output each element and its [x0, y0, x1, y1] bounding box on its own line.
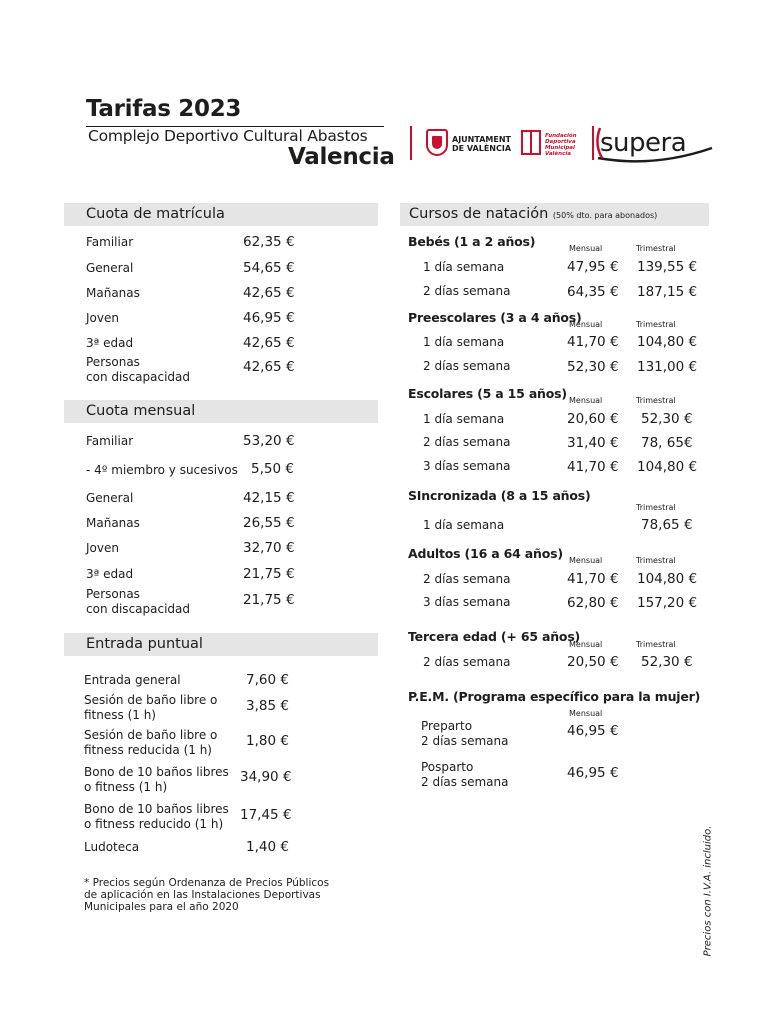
tercera-label-1: 2 días semana — [423, 655, 511, 669]
bebes-mensual-1: 47,95 € — [567, 259, 619, 275]
escolares-label-3: 3 días semana — [423, 459, 511, 473]
matricula-label-joven: Joven — [86, 311, 119, 325]
fdm-line2: Deportiva — [545, 139, 576, 145]
course-title-sincronizada: SIncronizada (8 a 15 años) — [408, 488, 591, 503]
puntual-label-bono-l2: o fitness (1 h) — [84, 780, 168, 794]
ajuntament-line2: DE VALÈNCIA — [452, 144, 512, 153]
col-header-mensual: Mensual — [569, 320, 603, 329]
col-header-trimestral: Trimestral — [636, 556, 676, 565]
puntual-label-sesion — [84, 693, 217, 723]
preescolares-mensual-2: 52,30 € — [567, 359, 619, 375]
puntual-label-bono-l1: Bono de 10 baños libres — [84, 765, 229, 779]
matricula-value-general: 54,65 € — [243, 260, 295, 276]
vat-note — [702, 825, 714, 957]
footnote — [84, 877, 329, 913]
course-title-escolares: Escolares (5 a 15 años) — [408, 386, 567, 401]
ajuntament-shield-icon — [426, 129, 448, 156]
preescolares-label-1: 1 día semana — [423, 335, 505, 349]
pem-label-posparto — [421, 760, 508, 790]
matricula-value-familiar: 62,35 € — [243, 234, 295, 250]
preescolares-label-2: 2 días semana — [423, 359, 511, 373]
escolares-mensual-3: 41,70 € — [567, 459, 619, 475]
puntual-value-general: 7,60 € — [246, 672, 289, 688]
mensual-value-familiar: 53,20 € — [243, 433, 295, 449]
fdm-line3: Municipal — [545, 145, 575, 151]
puntual-label-bono-reducido-l2: o fitness reducido (1 h) — [84, 817, 224, 831]
puntual-label-bono-reducido-l1: Bono de 10 baños libres — [84, 802, 229, 816]
mensual-label-discapacidad-l1: Personas — [86, 587, 140, 601]
puntual-label-general: Entrada general — [84, 673, 181, 687]
col-header-mensual: Mensual — [569, 556, 603, 565]
logo-divider — [410, 126, 412, 160]
mensual-label-familiar: Familiar — [86, 434, 134, 448]
city-name: Valencia — [288, 144, 395, 170]
escolares-trimestral-2: 78, 65€ — [641, 435, 693, 451]
fdm-line4: València — [545, 151, 571, 157]
bebes-label-1: 1 día semana — [423, 260, 505, 274]
natacion-title: Cursos de natación — [409, 206, 549, 222]
mensual-label-general: General — [86, 491, 134, 505]
fdm-line1: Fundación — [545, 133, 577, 139]
adultos-mensual-2: 62,80 € — [567, 595, 619, 611]
puntual-label-ludoteca: Ludoteca — [84, 840, 140, 854]
course-title-adultos: Adultos (16 a 64 años) — [408, 546, 563, 561]
escolares-label-2: 2 días semana — [423, 435, 511, 449]
mensual-label-joven: Joven — [86, 541, 119, 555]
col-header-trimestral: Trimestral — [636, 244, 676, 253]
bebes-trimestral-1: 139,55 € — [637, 259, 698, 275]
matricula-value-discapacidad: 42,65 € — [243, 359, 295, 375]
col-header-trimestral: Trimestral — [636, 503, 676, 512]
pem-label-preparto-l1: Preparto — [421, 719, 473, 733]
footnote-line2: de aplicación en las Instalaciones Deportivas — [84, 889, 321, 901]
puntual-value-sesion-reducida: 1,80 € — [246, 733, 289, 749]
bebes-trimestral-2: 187,15 € — [637, 284, 698, 300]
section-title-natacion — [409, 206, 657, 222]
mensual-value-general: 42,15 € — [243, 490, 295, 506]
col-header-mensual: Mensual — [569, 709, 603, 718]
adultos-label-1: 2 días semana — [423, 572, 511, 586]
mensual-value-discapacidad: 21,75 € — [243, 592, 295, 608]
puntual-label-bono — [84, 765, 229, 795]
adultos-mensual-1: 41,70 € — [567, 571, 619, 587]
vat-note-text: Precios con I.V.A. incluido. — [702, 825, 714, 957]
section-title-matricula: Cuota de matrícula — [86, 206, 225, 222]
ajuntament-line1: AJUNTAMENT — [452, 135, 511, 144]
matricula-label-discapacidad-l2: con discapacidad — [86, 370, 191, 384]
fdm-logo — [545, 133, 577, 157]
matricula-label-3edad: 3ª edad — [86, 336, 134, 350]
matricula-value-mananas: 42,65 € — [243, 285, 295, 301]
adultos-label-2: 3 días semana — [423, 595, 511, 609]
adultos-trimestral-1: 104,80 € — [637, 571, 698, 587]
puntual-label-sesion-l1: Sesión de baño libre o — [84, 693, 218, 707]
course-title-bebes: Bebés (1 a 2 años) — [408, 234, 536, 249]
bebes-mensual-2: 64,35 € — [567, 284, 619, 300]
natacion-note: (50% dto. para abonados) — [552, 211, 658, 220]
puntual-value-bono: 34,90 € — [240, 769, 292, 785]
page-title: Tarifas 2023 — [86, 96, 242, 122]
ajuntament-logo — [452, 135, 511, 153]
course-title-preescolares: Preescolares (3 a 4 años) — [408, 310, 582, 325]
sincronizada-label-1: 1 día semana — [423, 518, 505, 532]
mensual-label-discapacidad-l2: con discapacidad — [86, 602, 191, 616]
logos-bar — [408, 124, 718, 164]
puntual-label-sesion-reducida-l2: fitness reducida (1 h) — [84, 743, 212, 757]
escolares-mensual-1: 20,60 € — [567, 411, 619, 427]
mensual-value-joven: 32,70 € — [243, 540, 295, 556]
page-subtitle: Complejo Deportivo Cultural Abastos — [88, 127, 368, 145]
mensual-label-discapacidad — [86, 587, 190, 617]
matricula-label-discapacidad — [86, 355, 190, 385]
fdm-logo-icon — [521, 130, 541, 155]
sincronizada-trimestral-1: 78,65 € — [641, 517, 693, 533]
mensual-value-4miembro: 5,50 € — [251, 461, 294, 477]
col-header-trimestral: Trimestral — [636, 320, 676, 329]
footnote-line1: * Precios según Ordenanza de Precios Públicos — [84, 877, 330, 889]
escolares-mensual-2: 31,40 € — [567, 435, 619, 451]
supera-swoosh-icon — [594, 124, 718, 164]
footnote-line3: Municipales para el año 2020 — [84, 901, 239, 913]
col-header-mensual: Mensual — [569, 640, 603, 649]
pem-label-preparto — [421, 719, 508, 749]
col-header-trimestral: Trimestral — [636, 640, 676, 649]
preescolares-trimestral-1: 104,80 € — [637, 334, 698, 350]
pem-label-posparto-l2: 2 días semana — [421, 775, 509, 789]
preescolares-mensual-1: 41,70 € — [567, 334, 619, 350]
puntual-label-bono-reducido — [84, 802, 229, 832]
tercera-mensual-1: 20,50 € — [567, 654, 619, 670]
puntual-value-ludoteca: 1,40 € — [246, 839, 289, 855]
section-title-puntual: Entrada puntual — [86, 636, 203, 652]
matricula-value-joven: 46,95 € — [243, 310, 295, 326]
puntual-label-sesion-reducida-l1: Sesión de baño libre o — [84, 728, 218, 742]
tercera-trimestral-1: 52,30 € — [641, 654, 693, 670]
matricula-label-mananas: Mañanas — [86, 286, 140, 300]
pem-label-preparto-l2: 2 días semana — [421, 734, 509, 748]
section-title-mensual: Cuota mensual — [86, 403, 196, 419]
pem-mensual-preparto: 46,95 € — [567, 723, 619, 739]
matricula-label-discapacidad-l1: Personas — [86, 355, 140, 369]
escolares-trimestral-1: 52,30 € — [641, 411, 693, 427]
course-title-pem: P.E.M. (Programa específico para la mujer) — [408, 689, 701, 704]
matricula-label-general: General — [86, 261, 134, 275]
pem-mensual-posparto: 46,95 € — [567, 765, 619, 781]
course-title-tercera: Tercera edad (+ 65 años) — [408, 629, 581, 644]
supera-logo: supera — [600, 128, 687, 158]
preescolares-trimestral-2: 131,00 € — [637, 359, 698, 375]
matricula-value-3edad: 42,65 € — [243, 335, 295, 351]
col-header-mensual: Mensual — [569, 396, 603, 405]
pem-label-posparto-l1: Posparto — [421, 760, 474, 774]
adultos-trimestral-2: 157,20 € — [637, 595, 698, 611]
mensual-label-mananas: Mañanas — [86, 516, 140, 530]
mensual-value-3edad: 21,75 € — [243, 566, 295, 582]
matricula-label-familiar: Familiar — [86, 235, 134, 249]
puntual-label-sesion-l2: fitness (1 h) — [84, 708, 156, 722]
puntual-value-sesion: 3,85 € — [246, 698, 289, 714]
puntual-value-bono-reducido: 17,45 € — [240, 807, 292, 823]
mensual-label-4miembro: - 4º miembro y sucesivos — [86, 463, 238, 477]
mensual-value-mananas: 26,55 € — [243, 515, 295, 531]
bebes-label-2: 2 días semana — [423, 284, 511, 298]
escolares-trimestral-3: 104,80 € — [637, 459, 698, 475]
puntual-label-sesion-reducida — [84, 728, 217, 758]
escolares-label-1: 1 día semana — [423, 412, 505, 426]
mensual-label-3edad: 3ª edad — [86, 567, 134, 581]
col-header-mensual: Mensual — [569, 244, 603, 253]
col-header-trimestral: Trimestral — [636, 396, 676, 405]
